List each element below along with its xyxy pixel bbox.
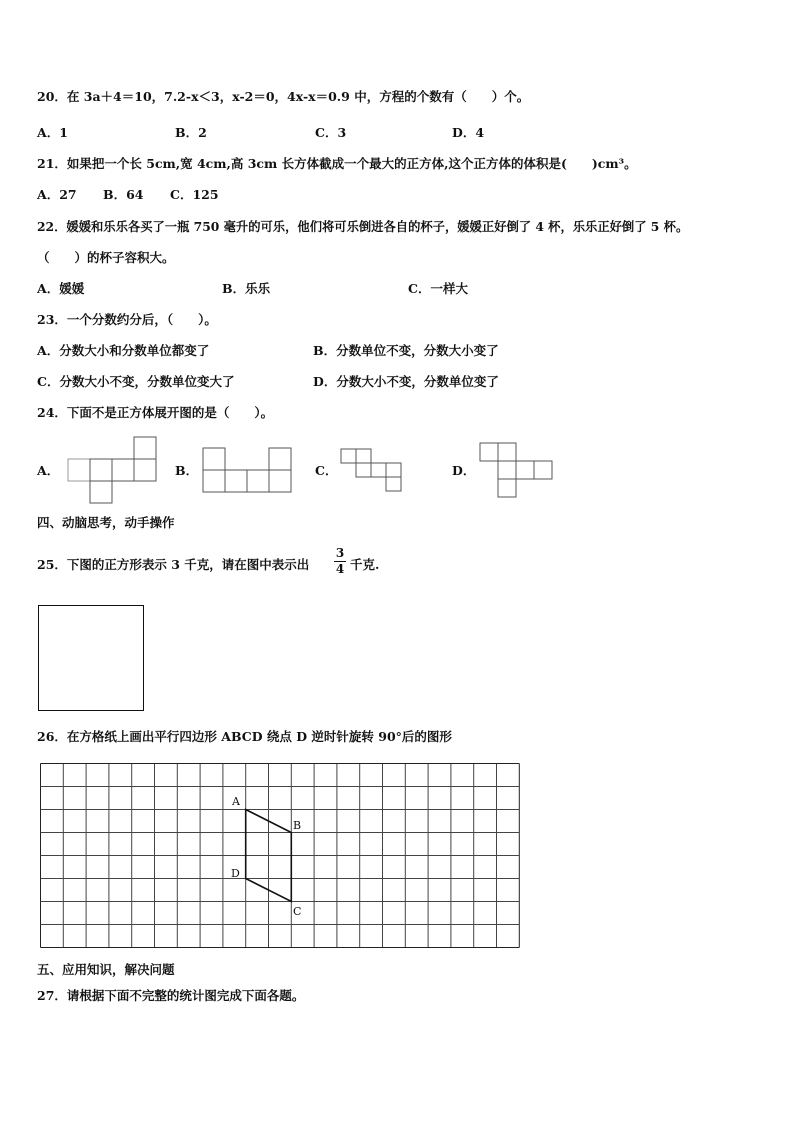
q23-option-b[interactable]: B．分数单位不变，分数大小变了 — [313, 343, 499, 358]
net-cell — [480, 443, 498, 461]
q20-option-a[interactable]: A．1 — [37, 125, 68, 140]
q27-stem: 27．请根据下面不完整的统计图完成下面各题。 — [37, 988, 305, 1003]
net-cell — [341, 449, 356, 463]
q20-option-c[interactable]: C．3 — [315, 125, 347, 140]
net-cell — [516, 461, 534, 479]
cube-net-d[interactable] — [479, 442, 553, 498]
net-cell — [247, 470, 269, 492]
net-cell — [498, 443, 516, 461]
net-cell — [90, 481, 112, 503]
net-cell — [269, 470, 291, 492]
net-cell — [356, 463, 371, 477]
q25-stem-after: 千克. — [350, 557, 380, 572]
q21-stem: 21．如果把一个长 5cm,宽 4cm,高 3cm 长方体截成一个最大的正方体,这个正方体的体积是( )cm³。 — [37, 156, 637, 171]
q23-option-d[interactable]: D．分数大小不变，分数单位变了 — [313, 374, 499, 389]
net-cell — [356, 449, 371, 463]
net-cell — [203, 470, 225, 492]
q22-option-c[interactable]: C．一样大 — [408, 281, 468, 296]
net-cell — [90, 459, 112, 481]
q24-label-d[interactable]: D． — [452, 463, 476, 478]
q20-option-d[interactable]: D．4 — [452, 125, 485, 140]
net-cell — [498, 479, 516, 497]
q22-option-b[interactable]: B．乐乐 — [222, 281, 271, 296]
q21-option-a[interactable]: A．27 — [37, 187, 77, 202]
fraction-numerator: 3 — [335, 546, 345, 560]
net-cell — [269, 448, 291, 470]
q24-stem: 24．下面不是正方体展开图的是（ ）。 — [37, 405, 274, 420]
cube-net-a[interactable] — [67, 437, 159, 505]
q20-option-b[interactable]: B．2 — [175, 125, 207, 140]
q24-label-c[interactable]: C． — [315, 463, 338, 478]
point-c-label: C — [293, 905, 302, 918]
q21-option-b[interactable]: B．64 — [103, 187, 144, 202]
cube-net-b[interactable] — [202, 447, 294, 495]
net-cell — [112, 459, 134, 481]
net-cell — [534, 461, 552, 479]
net-cell — [134, 437, 156, 459]
q26-stem: 26．在方格纸上画出平行四边形 ABCD 绕点 D 逆时针旋转 90°后的图形 — [37, 729, 452, 744]
q24-label-b[interactable]: B． — [175, 463, 199, 478]
q22-option-a[interactable]: A．媛媛 — [37, 281, 85, 296]
net-cell — [386, 477, 401, 491]
net-cell — [134, 459, 156, 481]
net-cell — [203, 448, 225, 470]
net-cell — [498, 461, 516, 479]
q23-option-c[interactable]: C．分数大小不变，分数单位变大了 — [37, 374, 235, 389]
q24-label-a[interactable]: A． — [37, 463, 60, 478]
section-5-title: 五、应用知识，解决问题 — [37, 962, 175, 977]
net-cell — [371, 463, 386, 477]
q23-option-a[interactable]: A．分数大小和分数单位都变了 — [37, 343, 210, 358]
q26-grid-paper[interactable] — [40, 763, 522, 952]
q23-stem: 23．一个分数约分后，（ ）。 — [37, 312, 217, 327]
net-cell — [68, 459, 90, 481]
point-b-label: B — [293, 819, 302, 832]
cube-net-c[interactable] — [340, 448, 402, 494]
q20-stem: 20．在 3a＋4＝10，7.2-x＜3，x-2＝0，4x-x＝0.9 中，方程的个数有（ ）个。 — [37, 89, 530, 104]
q25-stem-before: 25．下图的正方形表示 3 千克，请在图中表示出 — [37, 557, 310, 572]
net-cell — [225, 470, 247, 492]
q21-option-c[interactable]: C．125 — [170, 187, 219, 202]
point-a-label: A — [232, 795, 240, 808]
point-d-label: D — [231, 867, 240, 880]
q22-stem-line2: （ ）的杯子容积大。 — [37, 250, 175, 265]
q22-stem-line1: 22．媛媛和乐乐各买了一瓶 750 毫升的可乐，他们将可乐倒进各自的杯子，媛媛正好倒了 4 杯，乐乐正好倒了 5 杯。 — [37, 219, 689, 234]
q25-fraction — [334, 547, 346, 576]
fraction-denominator: 4 — [335, 562, 345, 576]
net-cell — [386, 463, 401, 477]
section-4-title: 四、动脑思考，动手操作 — [37, 515, 175, 530]
q25-square[interactable] — [38, 605, 146, 713]
